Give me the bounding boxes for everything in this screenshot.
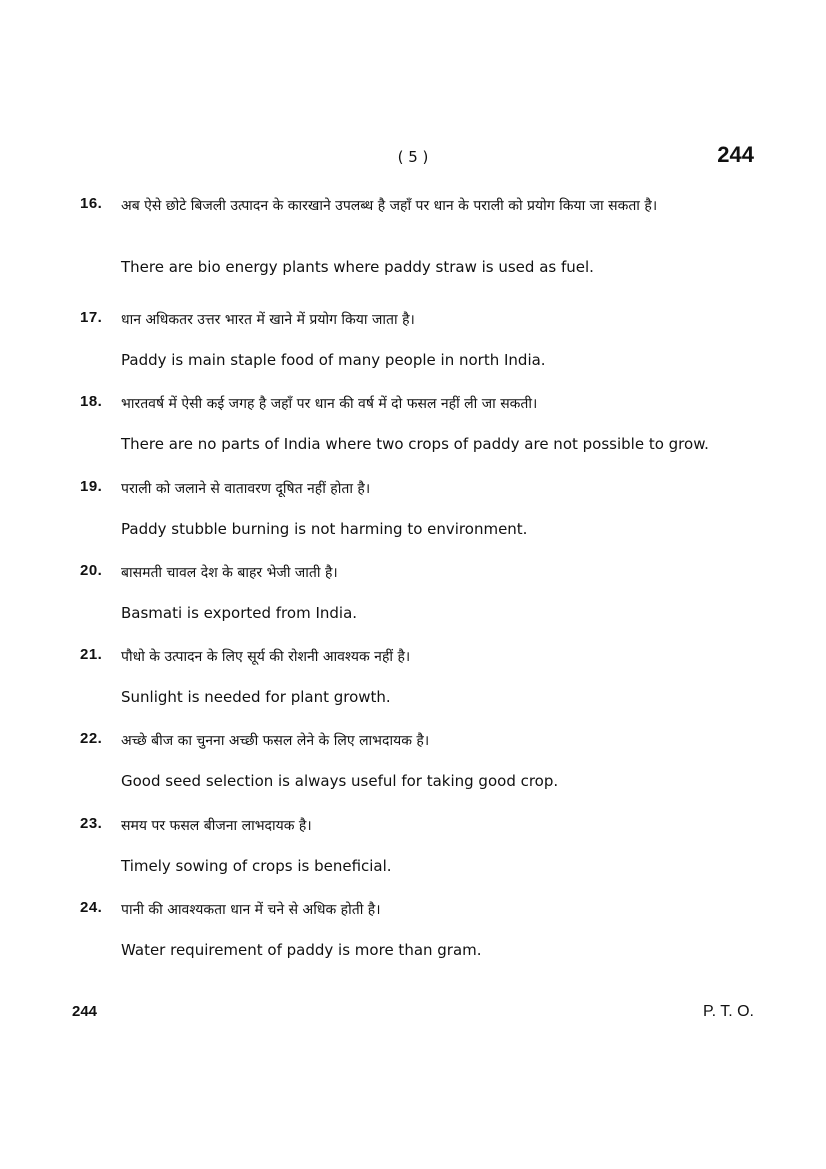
pto-label: P. T. O. xyxy=(703,1003,754,1020)
question-number: 16. xyxy=(80,195,103,212)
paper-code-header: 244 xyxy=(717,142,754,167)
question-english-text: Sunlight is needed for plant growth. xyxy=(121,688,391,706)
question-number: 20. xyxy=(80,561,103,579)
question-17 xyxy=(0,307,826,391)
question-number: 22. xyxy=(80,730,103,748)
question-21 xyxy=(0,644,826,728)
question-19 xyxy=(0,476,826,560)
question-number: 19. xyxy=(80,477,103,495)
question-16 xyxy=(0,193,826,307)
question-english-text: There are no parts of India where two crops of paddy are not possible to grow. xyxy=(121,435,709,454)
question-hindi-text: पौधो के उत्पादन के लिए सूर्य की रोशनी आवश्यक नहीं है। xyxy=(121,649,411,665)
question-hindi-text: पानी की आवश्यकता धान में चने से अधिक होती है। xyxy=(121,901,381,918)
question-english-text: Timely sowing of crops is beneficial. xyxy=(121,856,392,875)
question-22 xyxy=(0,728,826,812)
question-english-text: Paddy is main staple food of many people in north India. xyxy=(121,351,546,369)
question-23 xyxy=(0,813,826,897)
question-hindi-text: भारतवर्ष में ऐसी कई जगह है जहाँ पर धान की वर्ष में दो फसल नहीं ली जा सकती। xyxy=(121,396,538,413)
question-24 xyxy=(0,897,826,981)
question-number: 24. xyxy=(80,898,103,916)
question-number: 17. xyxy=(80,309,103,326)
question-english-text: Good seed selection is always useful for taking good crop. xyxy=(121,772,559,791)
question-english-text: Basmati is exported from India. xyxy=(121,603,358,622)
question-list xyxy=(0,193,826,981)
question-hindi-text: समय पर फसल बीजना लाभदायक है। xyxy=(121,817,312,834)
question-hindi-text: बासमती चावल देश के बाहर भेजी जाती है। xyxy=(121,564,338,581)
paper-code-footer: 244 xyxy=(72,1003,98,1020)
question-english-text: Water requirement of paddy is more than gram. xyxy=(121,940,482,959)
question-hindi-text: अब ऐसे छोटे बिजली उत्पादन के कारखाने उपलब्ध है जहाँ पर धान के पराली को प्रयोग किया जा सकता है। xyxy=(121,198,658,214)
question-english-text: There are bio energy plants where paddy straw is used as fuel. xyxy=(121,258,594,276)
question-18 xyxy=(0,391,826,475)
question-hindi-text: पराली को जलाने से वातावरण दूषित नहीं होता है। xyxy=(121,480,371,497)
question-hindi-text: अच्छे बीज का चुनना अच्छी फसल लेने के लिए लाभदायक है। xyxy=(121,733,430,750)
question-number: 18. xyxy=(80,393,103,411)
question-number: 23. xyxy=(80,814,103,832)
page-number: ( 5 ) xyxy=(397,148,429,166)
question-hindi-text: धान अधिकतर उत्तर भारत में खाने में प्रयोग किया जाता है। xyxy=(121,312,415,328)
question-20 xyxy=(0,560,826,644)
question-number: 21. xyxy=(80,646,103,663)
question-english-text: Paddy stubble burning is not harming to environment. xyxy=(121,519,528,538)
